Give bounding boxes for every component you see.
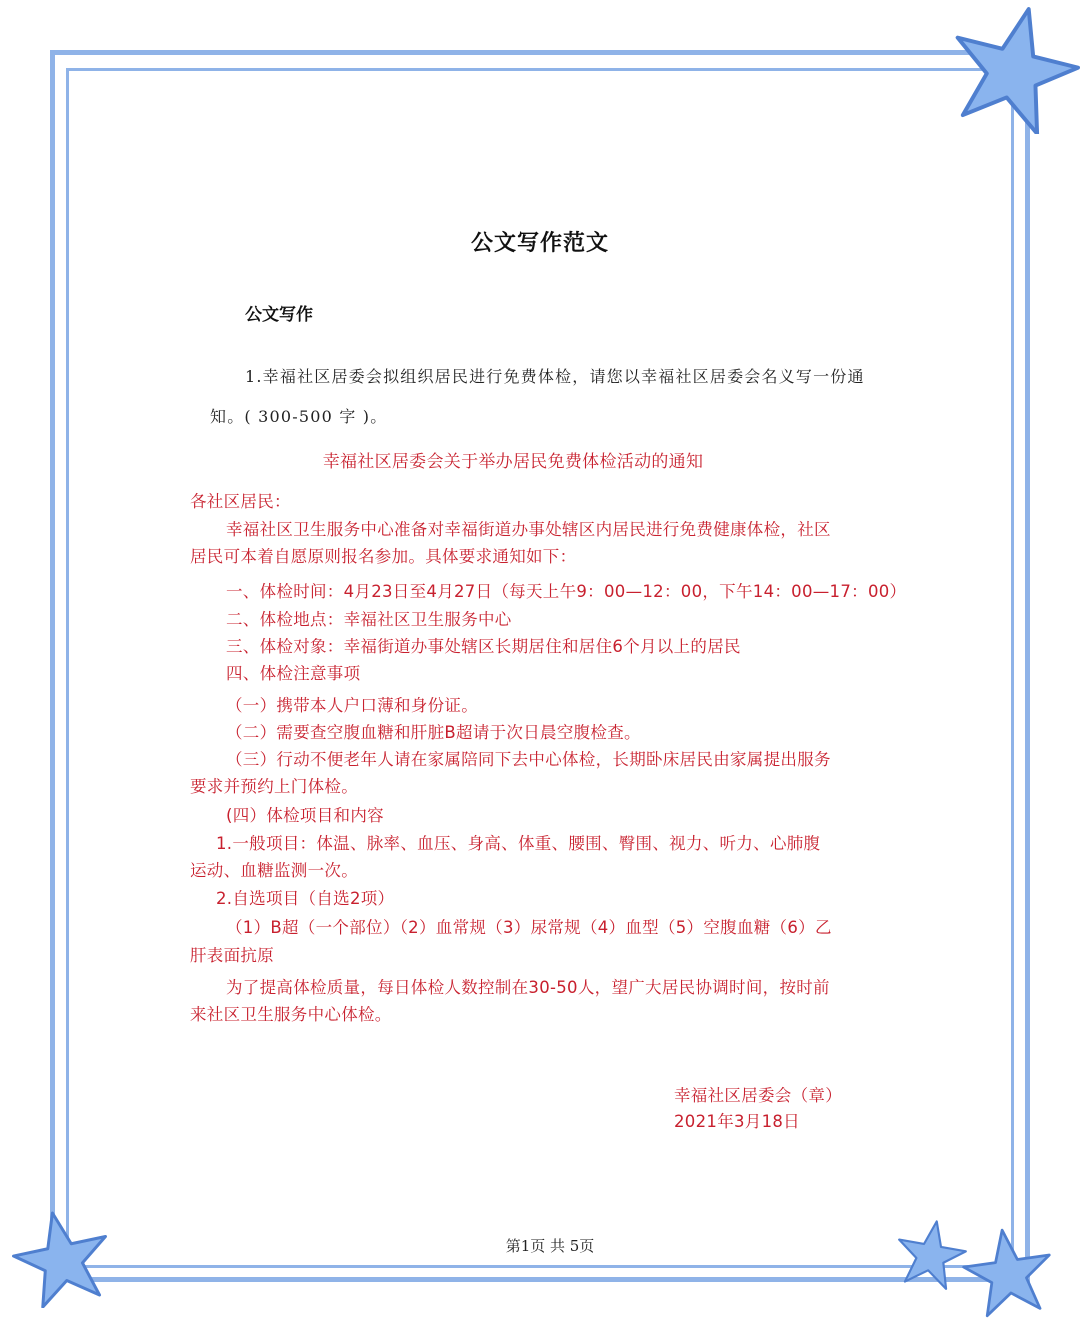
star-icon — [12, 1208, 112, 1308]
notice-optional-heading: 2.自选项目（自选2项） — [216, 889, 395, 908]
star-icon — [948, 2, 1080, 134]
notice-intro-line-1: 幸福社区卫生服务中心准备对幸福街道办事处辖区内居民进行免费健康体检，社区 — [226, 520, 831, 539]
notice-item-time: 一、体检时间：4月23日至4月27日（每天上午9：00—12：00，下午14：00—17：00） — [226, 582, 907, 601]
notice-sub-item-3-line-1: （三）行动不便老年人请在家属陪同下去中心体检，长期卧床居民由家属提出服务 — [226, 750, 831, 769]
notice-intro-line-2: 居民可本着自愿原则报名参加。具体要求通知如下： — [190, 547, 577, 566]
notice-sub-item-4: (四）体检项目和内容 — [226, 806, 384, 825]
notice-closing-line-2: 来社区卫生服务中心体检。 — [190, 1005, 392, 1024]
notice-signature: 幸福社区居委会（章） — [674, 1086, 842, 1105]
question-line-2: 知。( 300-500 字 )。 — [210, 407, 388, 426]
notice-general-items-line-2: 运动、血糖监测一次。 — [190, 861, 358, 880]
page-title: 公文写作范文 — [470, 231, 609, 256]
notice-title: 幸福社区居委会关于举办居民免费体检活动的通知 — [322, 452, 704, 472]
section-heading: 公文写作 — [245, 305, 313, 325]
notice-item-target: 三、体检对象：幸福街道办事处辖区长期居住和居住6个月以上的居民 — [226, 637, 741, 656]
notice-item-location: 二、体检地点：幸福社区卫生服务中心 — [226, 610, 512, 629]
question-line-1: 1.幸福社区居委会拟组织居民进行免费体检，请您以幸福社区居委会名义写一份通 — [245, 367, 865, 386]
notice-general-items-line-1: 1.一般项目：体温、脉率、血压、身高、体重、腰围、臀围、视力、听力、心肺腹 — [216, 834, 821, 853]
notice-salutation: 各社区居民： — [190, 492, 291, 511]
notice-sub-item-1: （一）携带本人户口薄和身份证。 — [226, 696, 478, 715]
notice-date: 2021年3月18日 — [674, 1112, 800, 1131]
page-number: 第1页 共 5页 — [505, 1237, 595, 1255]
notice-closing-line-1: 为了提高体检质量，每日体检人数控制在30-50人，望广大居民协调时间，按时前 — [226, 978, 830, 997]
notice-sub-item-2: （二）需要查空腹血糖和肝脏B超请于次日晨空腹检查。 — [226, 723, 641, 742]
notice-sub-item-3-line-2: 要求并预约上门体检。 — [190, 777, 358, 796]
notice-optional-items-line-2: 肝表面抗原 — [190, 946, 274, 965]
notice-item-precautions: 四、体检注意事项 — [226, 664, 361, 683]
notice-optional-items-line-1: （1）B超（一个部位）（2）血常规（3）尿常规（4）血型（5）空腹血糖（6）乙 — [226, 918, 832, 937]
